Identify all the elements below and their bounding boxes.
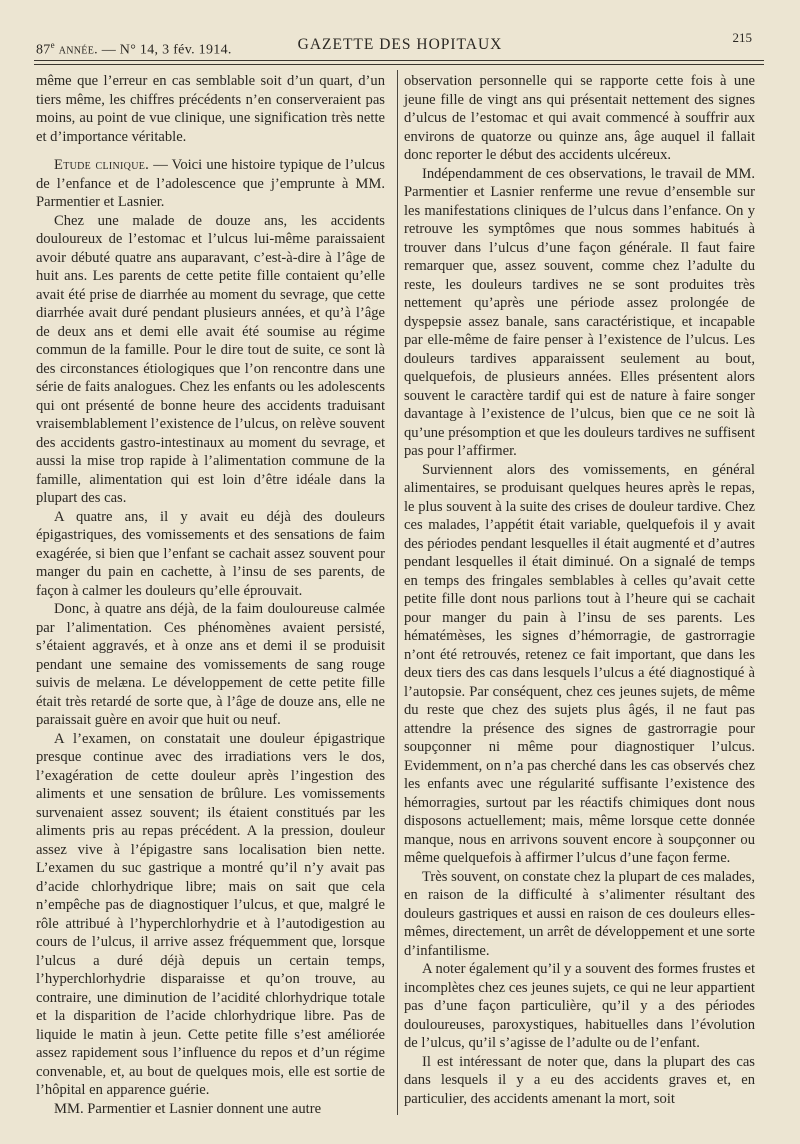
paragraph: observation personnelle qui se rapporte cette fois à une jeune fille de vingt ans qui présentait nettement des signes d’ulcus de l’estomac et qui avait commencé à souffrir aux environs de quatorze ou quinze ans, âge auquel il fallait donc reporter le début des accidents ulcéreux. <box>404 73 755 163</box>
paragraph <box>36 156 385 212</box>
header-rule-thin <box>34 64 764 65</box>
paragraph: MM. Parmentier et Lasnier donnent une autre <box>54 1100 322 1117</box>
column-divider <box>397 70 398 1115</box>
paragraph: Indépendamment de ces observations, le travail de MM. Parmentier et Lasnier renferme une revue d’ensemble sur les manifestations cliniques de l’ulcus dans l’enfance. On y retrouve les symptômes que nous sommes habitués à trouver dans l’ulcus d’une façon générale. Il faut faire remarquer que, assez souvent, comme chez l’adulte du reste, les douleurs tardives ne se sont produites très nettement qu’après une période assez prolongée de dyspepsie assez banale, sans caractéristique, et incapable par elle-même de faire penser à l’existence de l’ulcus. Les douleurs tardives apparaissent seulement au bout, quelquefois, de plusieurs années. Elles présentent alors souvent le caractère tardif qui est de nature à faire songer davantage à l’existence de l’ulcus, bien que ce ne soit là qu’une présomption et que les douleurs tardives ne suffisent pas pour l’affirmer. <box>404 165 755 459</box>
paragraph: Donc, à quatre ans déjà, de la faim douloureuse calmée par l’alimentation. Ces phénomènes avaient persisté, s’étaient aggravés, et à onze ans et demi il se produisit pendant une semaine des vomissements de sang rouge suivis de melæna. Le développement de cette petite fille était très retardé de sorte que, à l’âge de douze ans, elle ne paraissait guère en avoir que huit ou neuf. <box>36 601 385 728</box>
left-column <box>36 72 385 1118</box>
journal-title: GAZETTE DES HOPITAUX <box>297 36 503 53</box>
page-number: 215 <box>732 30 752 45</box>
issue-date: . — N° 14, 3 fév. 1914. <box>94 42 232 58</box>
paragraph: Chez une malade de douze ans, les accidents douloureux de l’estomac et l’ulcus lui-même paraissaient avoir débuté quatre ans auparavant, c’est-à-dire à l’âge de huit ans. Les parents de cette petite fille contaient qu’elle avait été prise de diarrhée au moment du sevrage, que cette diarrhée avait duré pendant plusieurs années, et qu’à l’âge de deux ans et demi elle avait été soumise au régime commun de la famille. Pour le dire tout de suite, ce sont là des circonstances étiologiques que l’on rencontre dans une série de faits analogues. Chez les enfants ou les adolescents qui ont présenté de bonne heure des accidents traduisant vraisemblablement l’existence de l’ulcus, on relève souvent des accidents gastro-intestinaux au moment du sevrage, et aussi la mise trop rapide à l’alimentation commune de la famille, alimentation qui est loin d’être idéale dans la plupart des cas. <box>36 212 385 506</box>
right-column <box>404 72 755 1108</box>
issue-number: 87 <box>36 42 51 58</box>
header-rule-thick <box>34 60 764 61</box>
paragraph: A noter également qu’il y a souvent des formes frustes et incomplètes chez ces jeunes sujets, ce qui ne leur appartient pas d’une façon particulière, qu’il y a des périodes douloureuses, paroxystiques, habituelles dans l’évolution de l’ulcus, qu’il s’agisse de l’adulte ou de l’enfant. <box>404 961 755 1051</box>
issue-annee: année <box>58 42 95 58</box>
paragraph: Il est intéressant de noter que, dans la plupart des cas dans lesquels il y a eu des accidents graves et, en particulier, des accidents amenant la mort, soit <box>404 1053 755 1107</box>
page-header <box>0 0 800 70</box>
section-heading: Etude clinique. <box>54 157 150 173</box>
issue-ordinal: e <box>50 40 55 50</box>
paragraph: A l’examen, on constatait une douleur épigastrique presque continue avec des irradiations vers le dos, l’exagération de cette douleur après l’ingestion des aliments et une sensation de brûlure. Les vomissements survenaient assez souvent; ils étaient constitués par les aliments pris au repas précédent. A la pression, douleur assez vive à l’épigastre sans localisation bien nette. L’examen du suc gastrique a montré qu’il n’y avait pas d’acide chlorhydrique libre; mais on sait que cela n’empêche pas de diagnostiquer l’ulcus, et que, malgré le rôle attribué à l’hyperchlorhydrie et à l’autodigestion au cours de l’ulcus, il arrive assez fréquemment que, lorsque l’ulcus a duré déjà depuis un certain temps, l’hyperchlorhydrie disparaisse et qu’on trouve, au contraire, une diminution de l’acidité chlorhydrique totale et la disparition de l’acide chlorhydrique libre. Pas de liquide le matin à jeun. Cette petite fille s’est améliorée assez rapidement sous l’influence du repos et d’un régime convenable, et, au bout de quelques mois, elle est sortie de l’hôpital en apparence guérie. <box>36 730 385 1098</box>
paragraph-text: — Voici une histoire typique de l’ulcus de l’enfance et de l’adolescence que j’emprunte à MM. Parmentier et Lasnier. <box>36 157 385 210</box>
paragraph: même que l’erreur en cas semblable soit d’un quart, d’un tiers même, les chiffres précédents n’en conserveraient pas moins, au point de vue clinique, une signification très nette et d’importance véritable. <box>36 73 385 145</box>
paragraph: Très souvent, on constate chez la plupart de ces malades, en raison de la difficulté à s’alimenter résultant des douleurs gastriques et aussi en raison de ces douleurs elles-mêmes, directement, un arrêt de développement et une sorte d’infantilisme. <box>404 868 755 959</box>
paragraph: Surviennent alors des vomissements, en général alimentaires, se produisant quelques heures après le repas, le plus souvent à la suite des crises de douleur tardive. Chez ces malades, l’appétit était variable, quelquefois il y avait des périodes pendant lesquelles il était augmenté et d’autres pendant lesquelles il était diminué. On a signalé de temps en temps des fringales semblables à celles qu’avait cette petite fille dont nous parlions tout à l’heure qui se cachait pour manger du pain à l’insu de ses parents. Les hématémèses, les signes d’hémorragie, de gastrorragie n’ont été retrouvés, retenez ce fait important, que dans les deux tiers des cas dans lesquels l’ulcus a été diagnostiqué à l’autopsie. Par conséquent, chez ces jeunes sujets, de même du reste que chez des sujets plus âgés, il ne faut pas attendre la présence des signes de gastrorragie pour soupçonner ni même pour diagnostiquer l’ulcus. Evidemment, on n’a pas cherché dans les cas observés chez les enfants avec une régularité suffisante l’existence des hémorragies, surtout par les réactifs chimiques dont nous disposons actuellement; mais, même lorsque cette donnée manque, nous en arrivons souvent encore à soupçonner ou même quelquefois à affirmer l’ulcus d’une façon ferme. <box>404 461 755 866</box>
paragraph: A quatre ans, il y avait eu déjà des douleurs épigastriques, des vomissements et des sensations de faim exagérée, si bien que l’enfant se cachait assez souvent pour manger du pain en cachette, à l’insu de ses parents, de façon à calmer les douleurs qu’elle éprouvait. <box>36 508 385 599</box>
